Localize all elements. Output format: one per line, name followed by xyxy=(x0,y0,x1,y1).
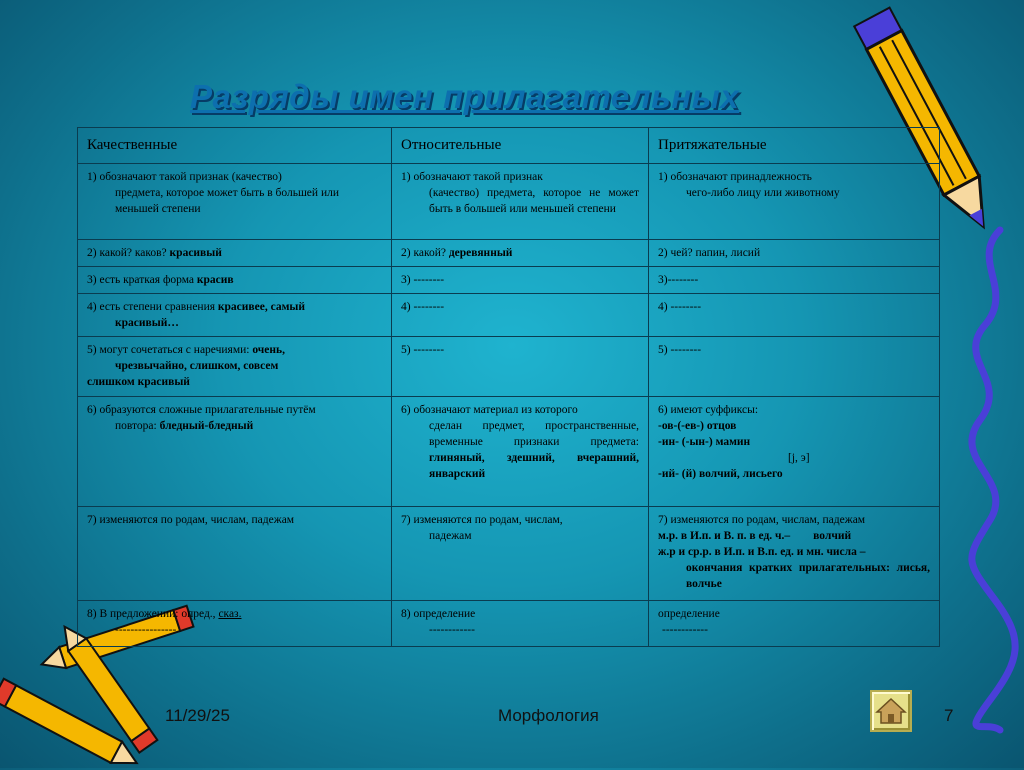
table-cell: 7) изменяются по родам, числам, падежам м.р. в И.п. и В. п. в ед. ч.– волчий ж.р и ср.р. в И.п. и В.п. ед. и мн. числа – окончания кратких прилагательных: лисья, волчье xyxy=(649,507,940,601)
table-cell: 6) обозначают материал из которого сделан предмет, пространственные, временные признаки предмета: глиняный, здешний, вчерашний, январский xyxy=(392,397,649,507)
footer-date: 11/29/25 xyxy=(165,706,230,725)
table-cell: 1) обозначают такой признак (качество) предмета, которое не может быть в большей или меньшей степени xyxy=(392,164,649,240)
table-cell: определение ------------ xyxy=(649,601,940,647)
table-cell: 5) -------- xyxy=(649,337,940,397)
table-cell: 3)-------- xyxy=(649,267,940,294)
table-row xyxy=(78,294,940,337)
table-cell: 8) В предложении: опред., сказ. ---------------- xyxy=(78,601,392,647)
squiggle-line-decoration xyxy=(960,230,1024,730)
slide-number: 7 xyxy=(944,706,954,725)
table-cell: 1) обозначают принадлежность чего-либо лицу или животному xyxy=(649,164,940,240)
table-cell: 6) образуются сложные прилагательные путём повтора: бледный-бледный xyxy=(78,397,392,507)
header-cell: Относительные xyxy=(392,128,649,164)
table-row xyxy=(78,507,940,601)
table-row xyxy=(78,397,940,507)
table-cell: 5) могут сочетаться с наречиями: очень, чрезвычайно, слишком, совсем слишком красивый xyxy=(78,337,392,397)
table-cell: 7) изменяются по родам, числам, падежам xyxy=(78,507,392,601)
table-row xyxy=(78,164,940,240)
table-cell: 6) имеют суффиксы: -ов-(-ев-) отцов -ин- (-ын-) мамин [j, э] -ий- (й) волчий, лисьего xyxy=(649,397,940,507)
table-cell: 3) -------- xyxy=(392,267,649,294)
footer-title: Морфология xyxy=(498,706,599,725)
table-row xyxy=(78,240,940,267)
table-row xyxy=(78,337,940,397)
table-cell: 4) -------- xyxy=(392,294,649,337)
table-cell: 3) есть краткая форма красив xyxy=(78,267,392,294)
table-header-row xyxy=(78,128,940,164)
table-row xyxy=(78,267,940,294)
home-icon xyxy=(872,692,910,730)
slide-title: Разряды имен прилагательных xyxy=(190,78,740,115)
table-row xyxy=(78,601,940,647)
table-cell: 2) чей? папин, лисий xyxy=(649,240,940,267)
header-cell: Притяжательные xyxy=(649,128,940,164)
table-cell: 5) -------- xyxy=(392,337,649,397)
table-cell: 4) есть степени сравнения красивее, самый красивый… xyxy=(78,294,392,337)
table-cell: 2) какой? деревянный xyxy=(392,240,649,267)
adjective-categories-table xyxy=(77,127,940,647)
table-cell: 8) определение ------------ xyxy=(392,601,649,647)
table-cell: 2) какой? каков? красивый xyxy=(78,240,392,267)
header-cell: Качественные xyxy=(78,128,392,164)
home-button[interactable] xyxy=(870,690,912,732)
table-cell: 4) -------- xyxy=(649,294,940,337)
table-cell: 7) изменяются по родам, числам, падежам xyxy=(392,507,649,601)
table-cell: 1) обозначают такой признак (качество) предмета, которое может быть в большей или меньшей степени xyxy=(78,164,392,240)
